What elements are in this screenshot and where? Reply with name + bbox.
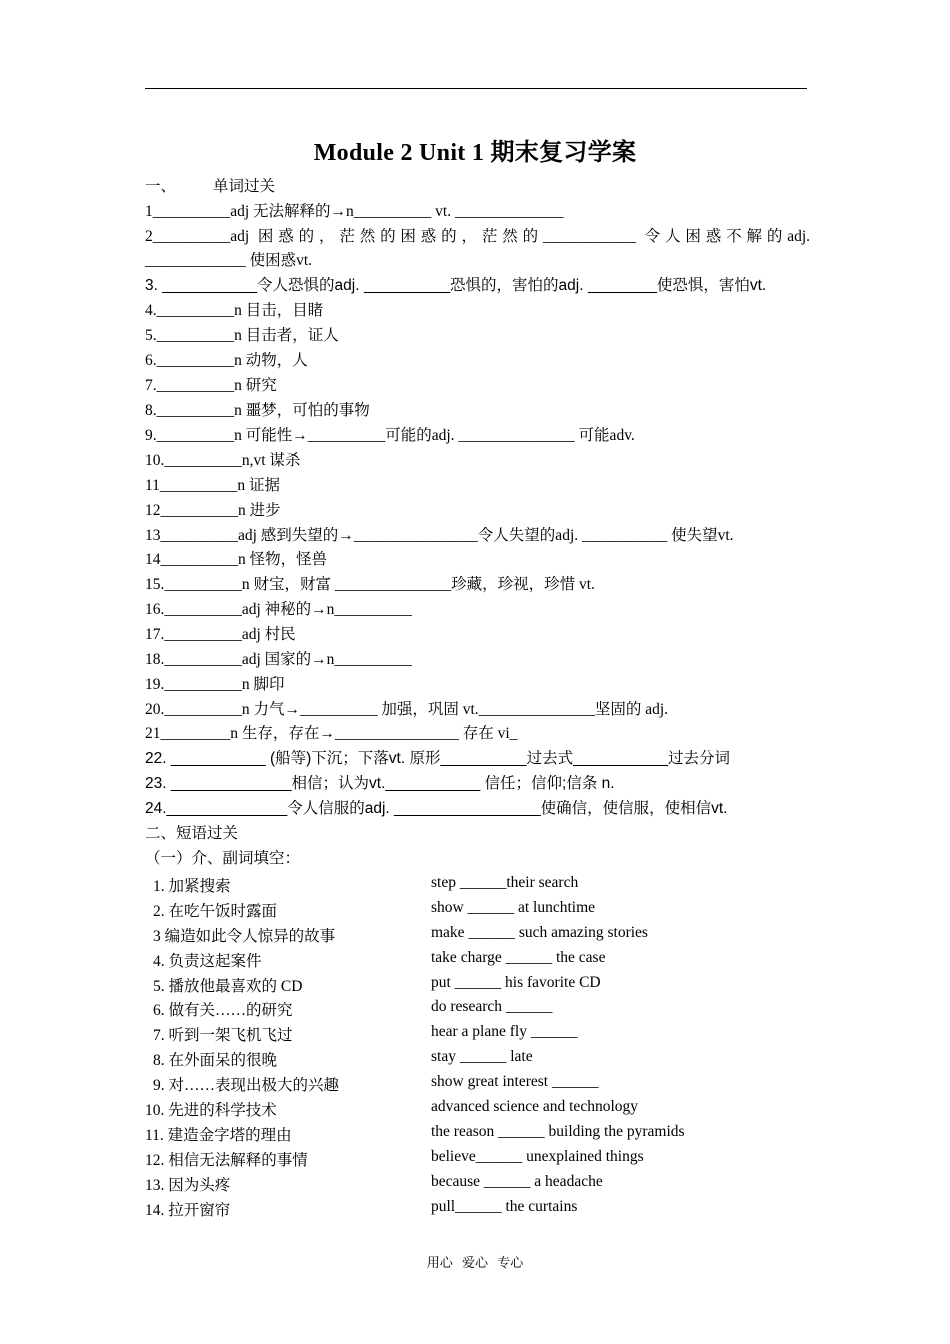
- vocab-item: 21_________n 生存，存在→________________ 存在 vi_: [145, 725, 518, 742]
- vocab-item: 11__________n 证据: [145, 477, 281, 494]
- phrase-chinese: 12. 相信无法解释的事情: [145, 1152, 308, 1169]
- phrase-chinese: 2. 在吃午饭时露面: [153, 903, 278, 920]
- vocab-item: 5.__________n 目击者，证人: [145, 327, 339, 344]
- vocab-item: 16.__________adj 神秘的→n__________: [145, 601, 412, 618]
- vocab-item: 8.__________n 噩梦，可怕的事物: [145, 402, 370, 419]
- phrase-chinese: 13. 因为头疼: [145, 1177, 231, 1194]
- vocab-item: 14__________n 怪物，怪兽: [145, 551, 328, 568]
- phrase-english: step ______their search: [431, 874, 579, 891]
- vocab-item: 24.______________令人信服的adj. _________________使确信，使信服，使相信vt.: [145, 800, 728, 817]
- vocab-item: 6.__________n 动物，人: [145, 352, 308, 369]
- phrase-chinese: 4. 负责这起案件: [153, 953, 262, 970]
- phrase-english: advanced science and technology: [431, 1098, 639, 1115]
- phrase-chinese: 9. 对……表现出极大的兴趣: [153, 1077, 340, 1094]
- section-heading-phrases: 二、短语过关: [145, 825, 239, 842]
- phrase-english: stay ______ late: [431, 1048, 533, 1065]
- phrase-chinese: 5. 播放他最喜欢的 CD: [153, 978, 303, 995]
- vocab-item: 1__________adj 无法解释的→n__________ vt. ______________: [145, 203, 564, 220]
- phrase-chinese: 14. 拉开窗帘: [145, 1202, 231, 1219]
- phrase-english: take charge ______ the case: [431, 949, 606, 966]
- vocab-item: 18.__________adj 国家的→n__________: [145, 651, 412, 668]
- section-number: 一、: [145, 178, 177, 195]
- vocab-item: 3. ___________令人恐惧的adj. __________恐惧的，害怕的adj. ________使恐惧，害怕vt.: [145, 277, 767, 294]
- phrase-chinese: 11. 建造金字塔的理由: [145, 1127, 292, 1144]
- phrase-english: do research ______: [431, 998, 553, 1015]
- vocab-item: 17.__________adj 村民: [145, 626, 296, 643]
- vocab-item: _____________ 使困惑vt.: [145, 252, 313, 269]
- vocab-item: 20.__________n 力气→__________ 加强，巩固 vt._______________坚固的 adj.: [145, 701, 669, 718]
- phrase-chinese: 8. 在外面呆的很晚: [153, 1052, 278, 1069]
- phrase-chinese: 6. 做有关……的研究: [153, 1002, 293, 1019]
- phrase-chinese: 10. 先进的科学技术: [145, 1102, 277, 1119]
- vocab-item: 15.__________n 财宝，财富 _______________珍藏，珍视，珍惜 vt.: [145, 576, 595, 593]
- phrase-chinese: 3 编造如此令人惊异的故事: [153, 928, 336, 945]
- vocab-item: 12__________n 进步: [145, 502, 281, 519]
- vocab-item: 19.__________n 脚印: [145, 676, 285, 693]
- phrase-english: because ______ a headache: [431, 1173, 603, 1190]
- phrase-english: put ______ his favorite CD: [431, 974, 601, 991]
- phrase-english: the reason ______ building the pyramids: [431, 1123, 685, 1140]
- subsection-heading: （一）介、副词填空：: [145, 850, 301, 867]
- phrase-chinese: 7. 听到一架飞机飞过: [153, 1027, 293, 1044]
- header-rule: [145, 88, 807, 89]
- vocab-item: 9.__________n 可能性→__________可能的adj. _______________ 可能adv.: [145, 427, 635, 444]
- vocab-item: 10.__________n,vt 谋杀: [145, 452, 301, 469]
- page-footer: 用心 爱心 专心: [426, 1255, 524, 1270]
- phrase-english: pull______ the curtains: [431, 1198, 578, 1215]
- page-title: Module 2 Unit 1 期末复习学案: [313, 140, 637, 166]
- phrase-english: make ______ such amazing stories: [431, 924, 648, 941]
- section-heading-vocab: [145, 177, 810, 197]
- phrase-english: show ______ at lunchtime: [431, 899, 596, 916]
- vocab-item: 4.__________n 目击，目睹: [145, 302, 324, 319]
- phrase-english: hear a plane fly ______: [431, 1023, 578, 1040]
- vocab-item: 23. ______________相信；认为vt.___________ 信任；信仰;信条 n.: [145, 775, 615, 792]
- phrase-english: show great interest ______: [431, 1073, 599, 1090]
- vocab-item: 13__________adj 感到失望的→________________令人失望的adj. ___________ 使失望vt.: [145, 527, 734, 544]
- phrase-english: believe______ unexplained things: [431, 1148, 644, 1165]
- vocab-item: 7.__________n 研究: [145, 377, 277, 394]
- vocab-item: 22. ___________ (船等)下沉；下落vt. 原形__________过去式___________过去分词: [145, 750, 731, 767]
- section-label: 单词过关: [213, 178, 276, 195]
- vocab-item: 2__________adj 困惑的，茫然的困惑的，茫然的____________ 令人困惑不解的adj.: [145, 228, 810, 245]
- phrase-chinese: 1. 加紧搜索: [153, 878, 231, 895]
